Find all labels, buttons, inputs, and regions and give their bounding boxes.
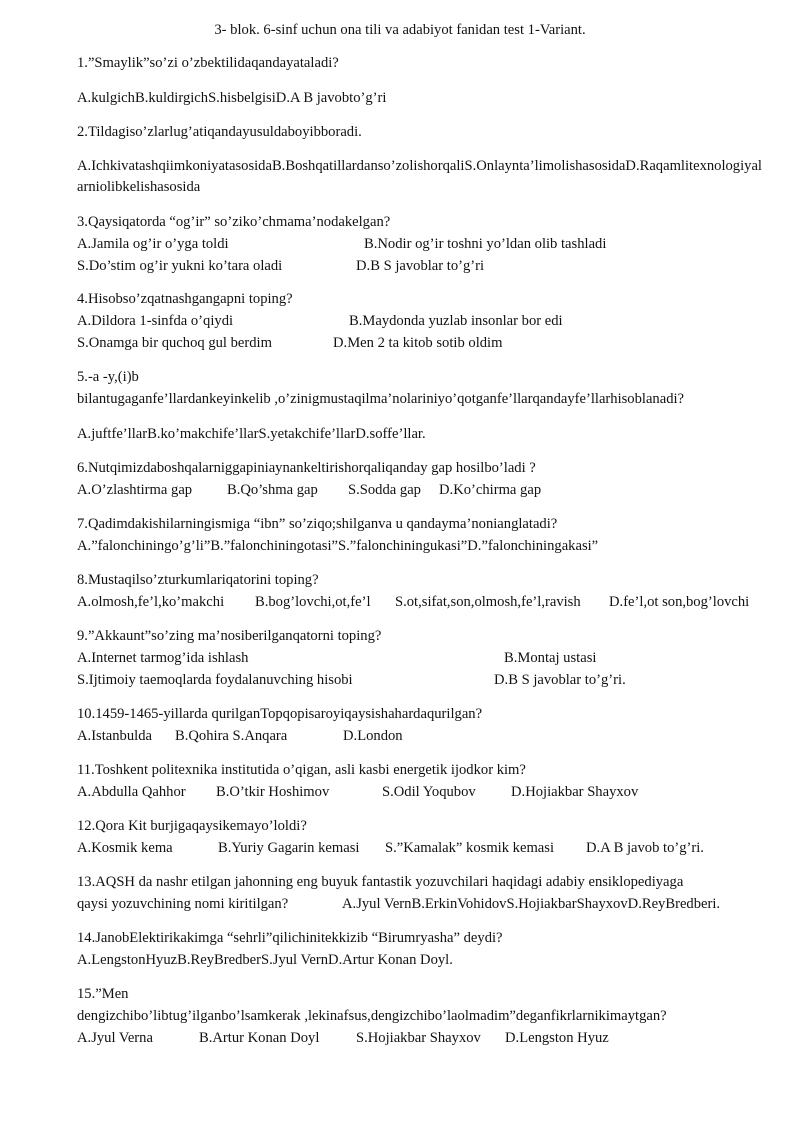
option-d: D.London	[343, 728, 403, 744]
option-c: S.Do’stim og’ir yukni ko’tara oladi	[77, 258, 283, 274]
question-text: 8.Mustaqilso’zturkumlariqatorini toping?	[77, 572, 319, 588]
question-text: 11.Toshkent politexnika institutida o’qigan, asli kasbi energetik ijodkor kim?	[77, 762, 526, 778]
option-a: A.Kosmik kema	[77, 840, 173, 856]
question-and-options-row	[77, 894, 777, 916]
question-3	[77, 212, 772, 278]
option-b: B.bog’lovchi,ot,fe’l	[255, 594, 371, 610]
option-b: B.Artur Konan Doyl	[199, 1030, 320, 1046]
option-d: D.Lengston Hyuz	[505, 1030, 609, 1046]
option-c: S.Onamga bir quchoq gul berdim	[77, 335, 272, 351]
question-text-line-2: qaysi yozuvchining nomi kiritilgan?	[77, 896, 289, 912]
option-a: A.olmosh,fe’l,ko’makchi	[77, 594, 225, 610]
question-7	[77, 514, 772, 558]
option-b: B.Yuriy Gagarin kemasi	[218, 840, 360, 856]
question-text: 9.”Akkaunt”so’zing ma’nosiberilganqatorni toping?	[77, 628, 382, 644]
question-14	[77, 928, 772, 972]
options-line: A.juftfe’llarB.ko’makchife’llarS.yetakchife’llarD.soffe’llar.	[77, 426, 426, 442]
question-6	[77, 458, 772, 502]
options-row	[77, 480, 772, 502]
question-13	[77, 872, 777, 916]
question-1	[77, 53, 772, 75]
question-2-options	[77, 156, 767, 198]
options-row	[77, 726, 772, 748]
question-10	[77, 704, 772, 748]
question-15	[77, 984, 777, 1050]
options-row	[77, 838, 772, 860]
question-text: 7.Qadimdakishilarningismiga “ibn” so’ziqo;shilganva u qandayma’nonianglatadi?	[77, 516, 558, 532]
question-text: 2.Tildagiso’zlarlug’atiqandayusuldaboyibboradi.	[77, 124, 362, 140]
option-c: S.Odil Yoqubov	[382, 784, 476, 800]
option-d: D.B S javoblar to’g’ri	[356, 258, 485, 274]
options-line: A.”falonchiningo’g’li”B.”falonchiningotasi”S.”falonchiningukasi”D.”falonchiningakasi”	[77, 538, 599, 554]
question-text: 10.1459-1465-yillarda qurilganTopqopisaroyiqaysishahardaqurilgan?	[77, 706, 483, 722]
option-d: D.fe’l,ot son,bog’lovchi	[609, 594, 750, 610]
question-text: 6.Nutqimizdaboshqalarniggapiniaynankeltirishorqaliqanday gap hosilbo’ladi ?	[77, 460, 536, 476]
options-line: A.kulgichB.kuldirgichS.hisbelgisiD.A B javobto’g’ri	[77, 90, 387, 106]
options-row	[77, 782, 772, 804]
question-text: 13.AQSH da nashr etilgan jahonning eng buyuk fantastik yozuvchilari haqidagi adabiy ensiklopediyaga	[77, 874, 684, 890]
question-text: 12.Qora Kit burjigaqaysikemayo’loldi?	[77, 818, 307, 834]
question-5-options	[77, 424, 772, 446]
options-row	[77, 592, 777, 614]
question-8	[77, 570, 777, 614]
option-b: B.Nodir og’ir toshni yo’ldan olib tashladi	[364, 236, 607, 252]
option-d: D.A B javob to’g’ri.	[586, 840, 704, 856]
options-line: A.Jyul VernB.ErkinVohidovS.HojiakbarShayxovD.ReyBredberi.	[342, 896, 721, 912]
options-row-1	[77, 234, 772, 256]
option-a: A.Istanbulda	[77, 728, 152, 744]
question-text: 1.”Smaylik”so’zi o’zbektilidaqandayataladi?	[77, 55, 339, 71]
option-b: B.Qo’shma gap	[227, 482, 318, 498]
question-12	[77, 816, 772, 860]
option-c: S.Sodda gap	[348, 482, 421, 498]
option-c: S.ot,sifat,son,olmosh,fe’l,ravish	[395, 594, 581, 610]
options-line: A.LengstonHyuzB.ReyBredberS.Jyul VernD.Artur Konan Doyl.	[77, 952, 453, 968]
option-a: A.Abdulla Qahhor	[77, 784, 186, 800]
option-c: S.Ijtimoiy taemoqlarda foydalanuvching hisobi	[77, 672, 353, 688]
options-row-2	[77, 670, 772, 692]
option-a: A.Internet tarmog’ida ishlash	[77, 650, 249, 666]
question-5	[77, 367, 792, 411]
options-row-1	[77, 648, 772, 670]
option-d: D.Ko’chirma gap	[439, 482, 542, 498]
option-a: A.O’zlashtirma gap	[77, 482, 193, 498]
option-a: A.Dildora 1-sinfda o’qiydi	[77, 313, 234, 329]
options-row-2	[77, 256, 772, 278]
option-a: A.Jamila og’ir o’yga toldi	[77, 236, 229, 252]
options-row-2	[77, 333, 772, 355]
option-b: B.Qohira S.Anqara	[175, 728, 288, 744]
document-title: 3- blok. 6-sinf uchun ona tili va adabiyot fanidan test 1-Variant.	[214, 22, 586, 38]
option-d: D.Hojiakbar Shayxov	[511, 784, 639, 800]
question-9	[77, 626, 772, 692]
option-d: D.Men 2 ta kitob sotib oldim	[333, 335, 503, 351]
option-b: B.Maydonda yuzlab insonlar bor edi	[349, 313, 563, 329]
options-row	[77, 1028, 777, 1050]
option-b: B.Montaj ustasi	[504, 650, 597, 666]
question-2	[77, 122, 772, 144]
options-row-1	[77, 311, 772, 333]
question-1-options	[77, 88, 772, 110]
option-c: S.”Kamalak” kosmik kemasi	[385, 840, 555, 856]
option-c: S.Hojiakbar Shayxov	[356, 1030, 481, 1046]
question-text-line-2: dengizchibo’libtug’ilganbo’lsamkerak ,lekinafsus,dengizchibo’laolmadim”deganfikrlarnikimaytgan?	[77, 1008, 667, 1024]
question-text: 14.JanobElektirikakimga “sehrli”qilichinitekkizib “Birumryasha” deydi?	[77, 930, 503, 946]
option-a: A.Jyul Verna	[77, 1030, 153, 1046]
question-text: 3.Qaysiqatorda “og’ir” so’ziko’chmama’nodakelgan?	[77, 214, 391, 230]
option-d: D.B S javoblar to’g’ri.	[494, 672, 626, 688]
question-text-line-2: bilantugaganfe’llardankeyinkelib ,o’zinigmustaqilma’nolariniyo’qotganfe’llarqandayfe’llarhisoblanadi?	[77, 391, 685, 407]
question-text: 4.Hisobso’zqatnashgangapni toping?	[77, 291, 293, 307]
question-text-line-1: 5.-a -y,(i)b	[77, 369, 139, 385]
options-line: A.IchkivatashqiimkoniyatasosidaB.Boshqatillardanso’zolishorqaliS.Onlaynta’limolishasosidaD.Raqamlitexnologiyalarniolibkelishasosida	[77, 158, 762, 195]
option-b: B.O’tkir Hoshimov	[216, 784, 330, 800]
question-4	[77, 289, 772, 355]
question-text-line-1: 15.”Men	[77, 986, 129, 1002]
question-11	[77, 760, 772, 804]
